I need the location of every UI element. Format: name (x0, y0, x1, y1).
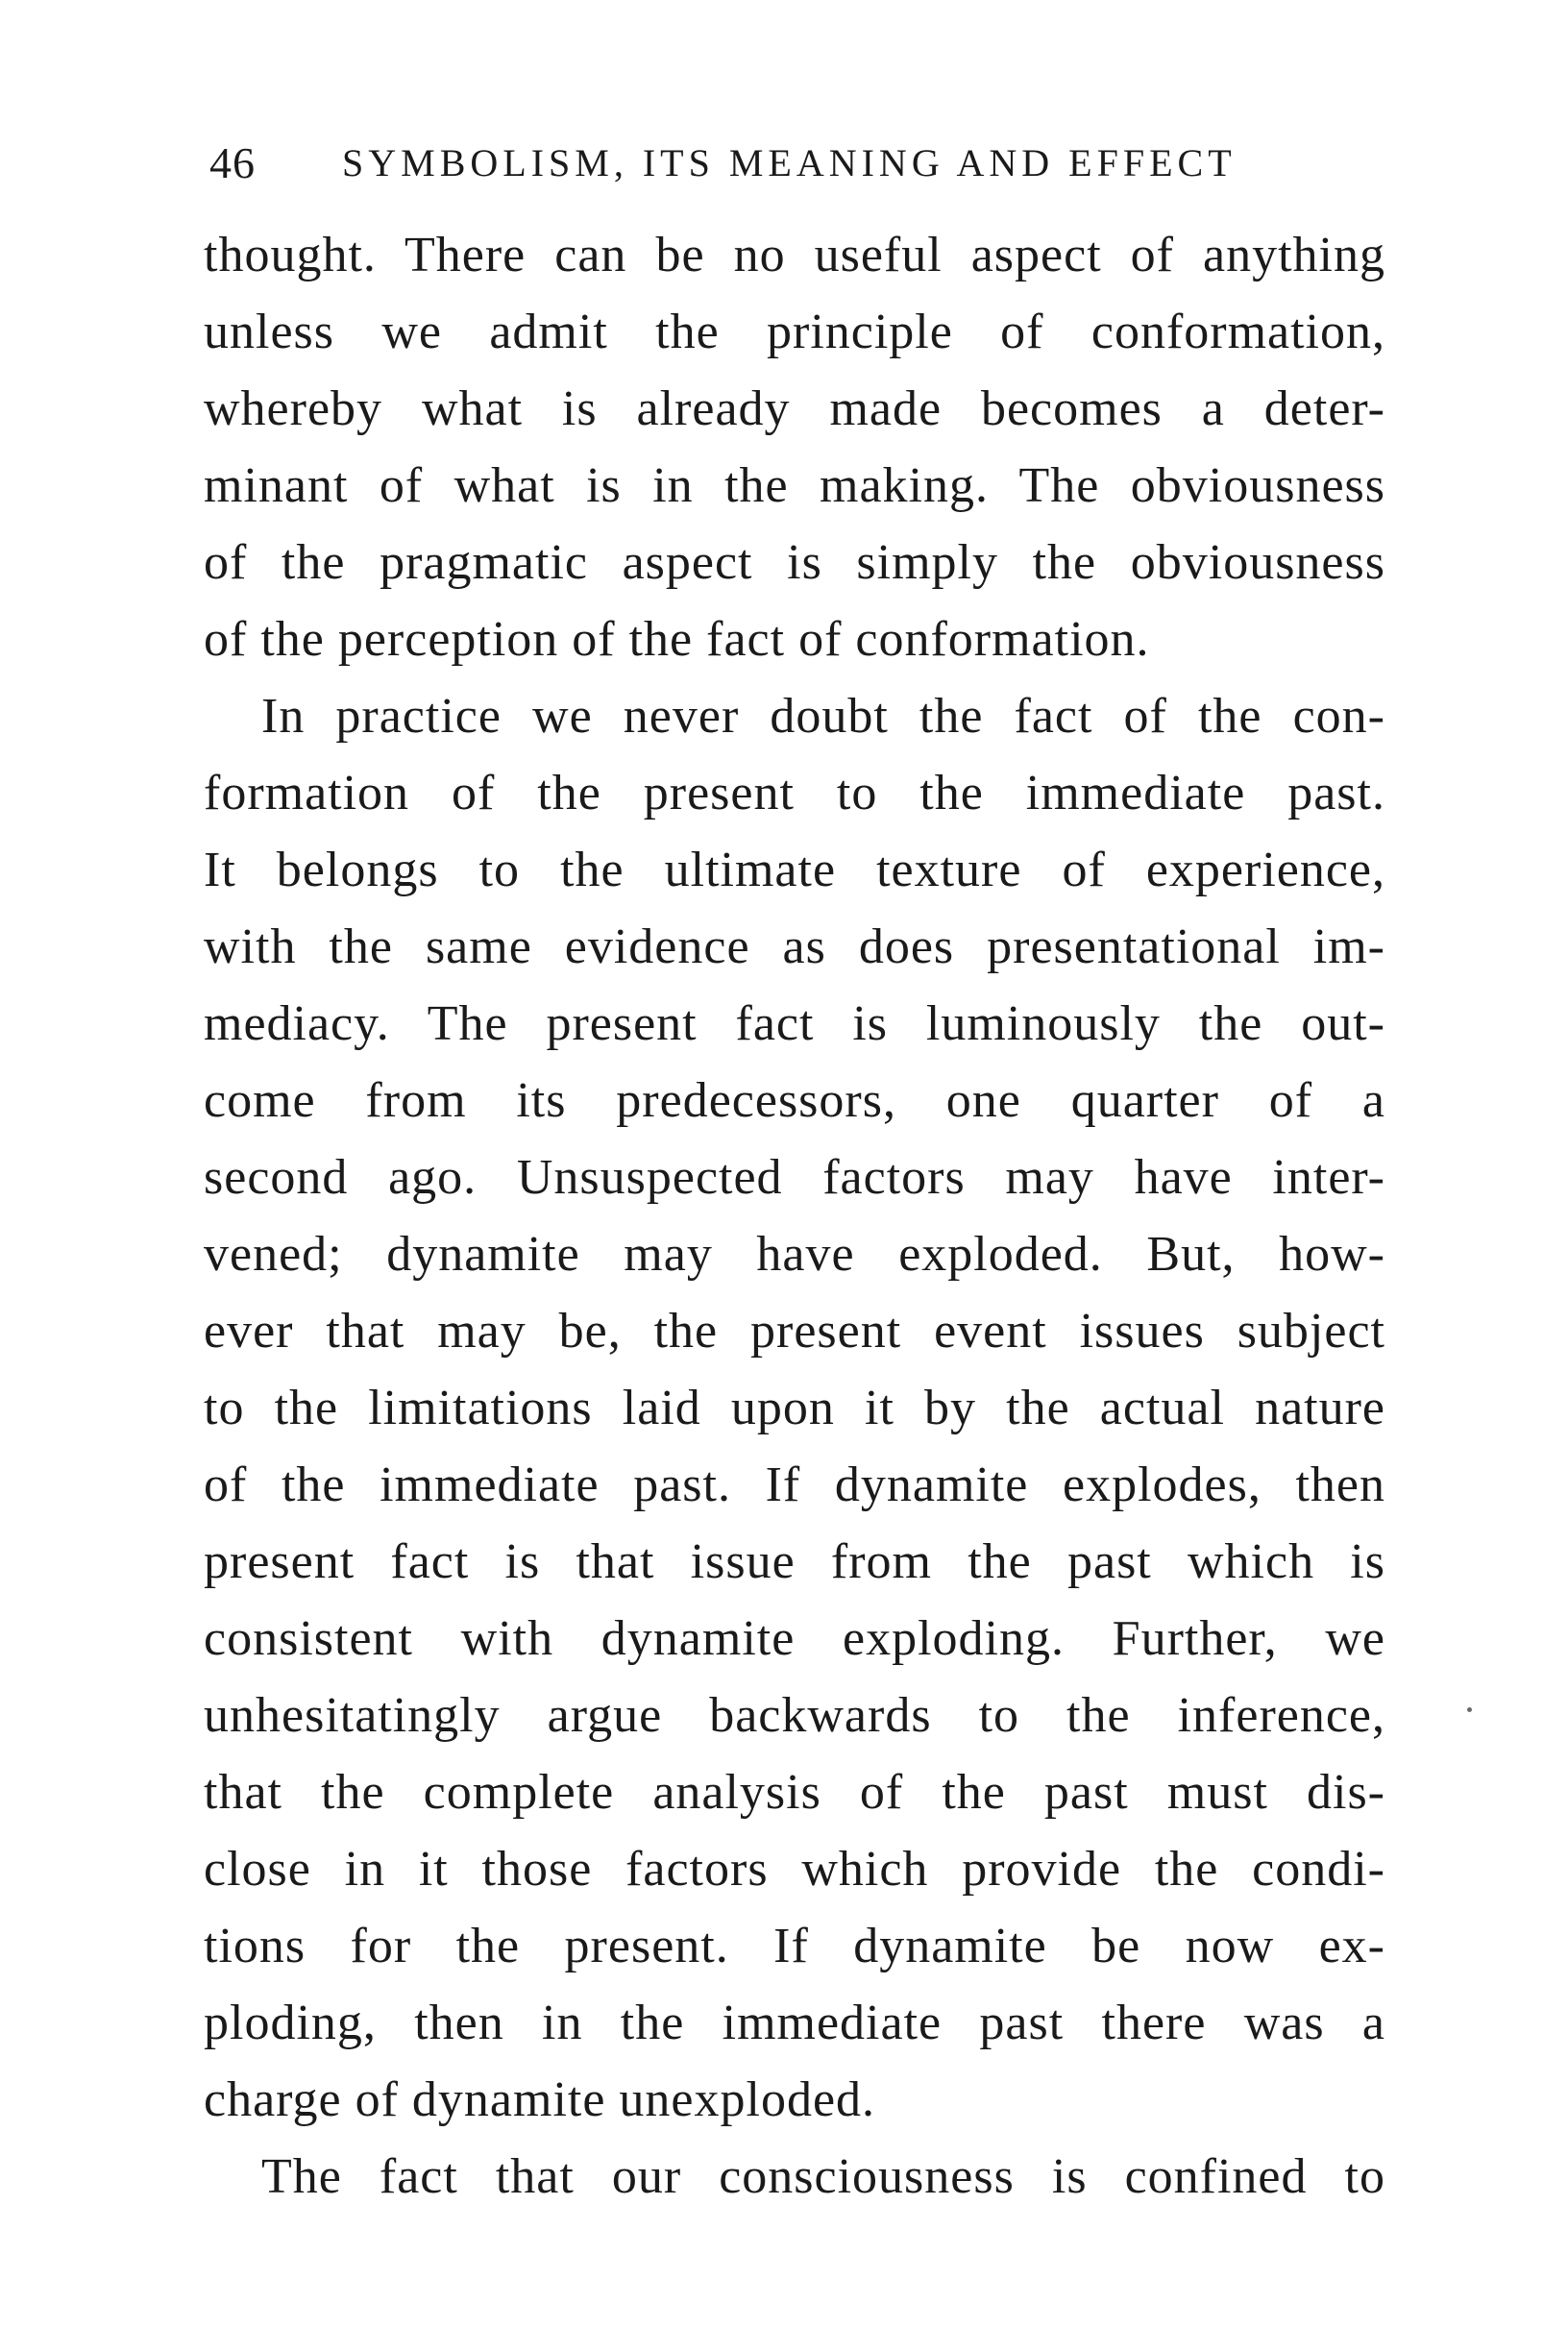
text-line: of the pragmatic aspect is simply the obviousness (204, 535, 1385, 590)
text-line: that the complete analysis of the past must dis- (204, 1765, 1385, 1820)
text-line: whereby what is already made becomes a deter- (204, 381, 1385, 436)
text-line: consistent with dynamite exploding. Further, we (204, 1611, 1385, 1666)
text-line: come from its predecessors, one quarter of a (204, 1073, 1385, 1128)
text-line: to the limitations laid upon it by the actual nature (204, 1381, 1385, 1435)
text-line: present fact is that issue from the past which is (204, 1534, 1385, 1589)
text-line: of the perception of the fact of conformation. (204, 612, 1150, 667)
text-line: unhesitatingly argue backwards to the inference, (204, 1688, 1385, 1743)
text-line: formation of the present to the immediate past. (204, 766, 1385, 821)
text-line: second ago. Unsuspected factors may have inter- (204, 1150, 1385, 1205)
text-line: unless we admit the principle of conformation, (204, 305, 1385, 359)
text-line: charge of dynamite unexploded. (204, 2072, 876, 2127)
running-head: SYMBOLISM, ITS MEANING AND EFFECT (342, 141, 1237, 184)
paragraph-first-line: In practice we never doubt the fact of the con- (261, 689, 1385, 744)
text-line: ever that may be, the present event issues subject (204, 1304, 1385, 1359)
page-number: 46 (209, 138, 256, 187)
text-line: It belongs to the ultimate texture of experience, (204, 843, 1385, 897)
page-header (209, 135, 1391, 192)
text-line: mediacy. The present fact is luminously the out- (204, 996, 1385, 1051)
text-line: thought. There can be no useful aspect of anything (204, 228, 1385, 282)
text-line: ploding, then in the immediate past there was a (204, 1996, 1385, 2050)
stray-ink-mark (1467, 1707, 1472, 1712)
text-line: vened; dynamite may have exploded. But, how- (204, 1227, 1385, 1282)
text-line: of the immediate past. If dynamite explodes, then (204, 1458, 1385, 1512)
text-line: with the same evidence as does presentational im- (204, 919, 1385, 974)
text-line: close in it those factors which provide the condi- (204, 1842, 1385, 1897)
paragraph-first-line: The fact that our consciousness is confined to (261, 2149, 1385, 2204)
text-line: minant of what is in the making. The obviousness (204, 458, 1385, 513)
text-line: tions for the present. If dynamite be now ex- (204, 1919, 1385, 1973)
